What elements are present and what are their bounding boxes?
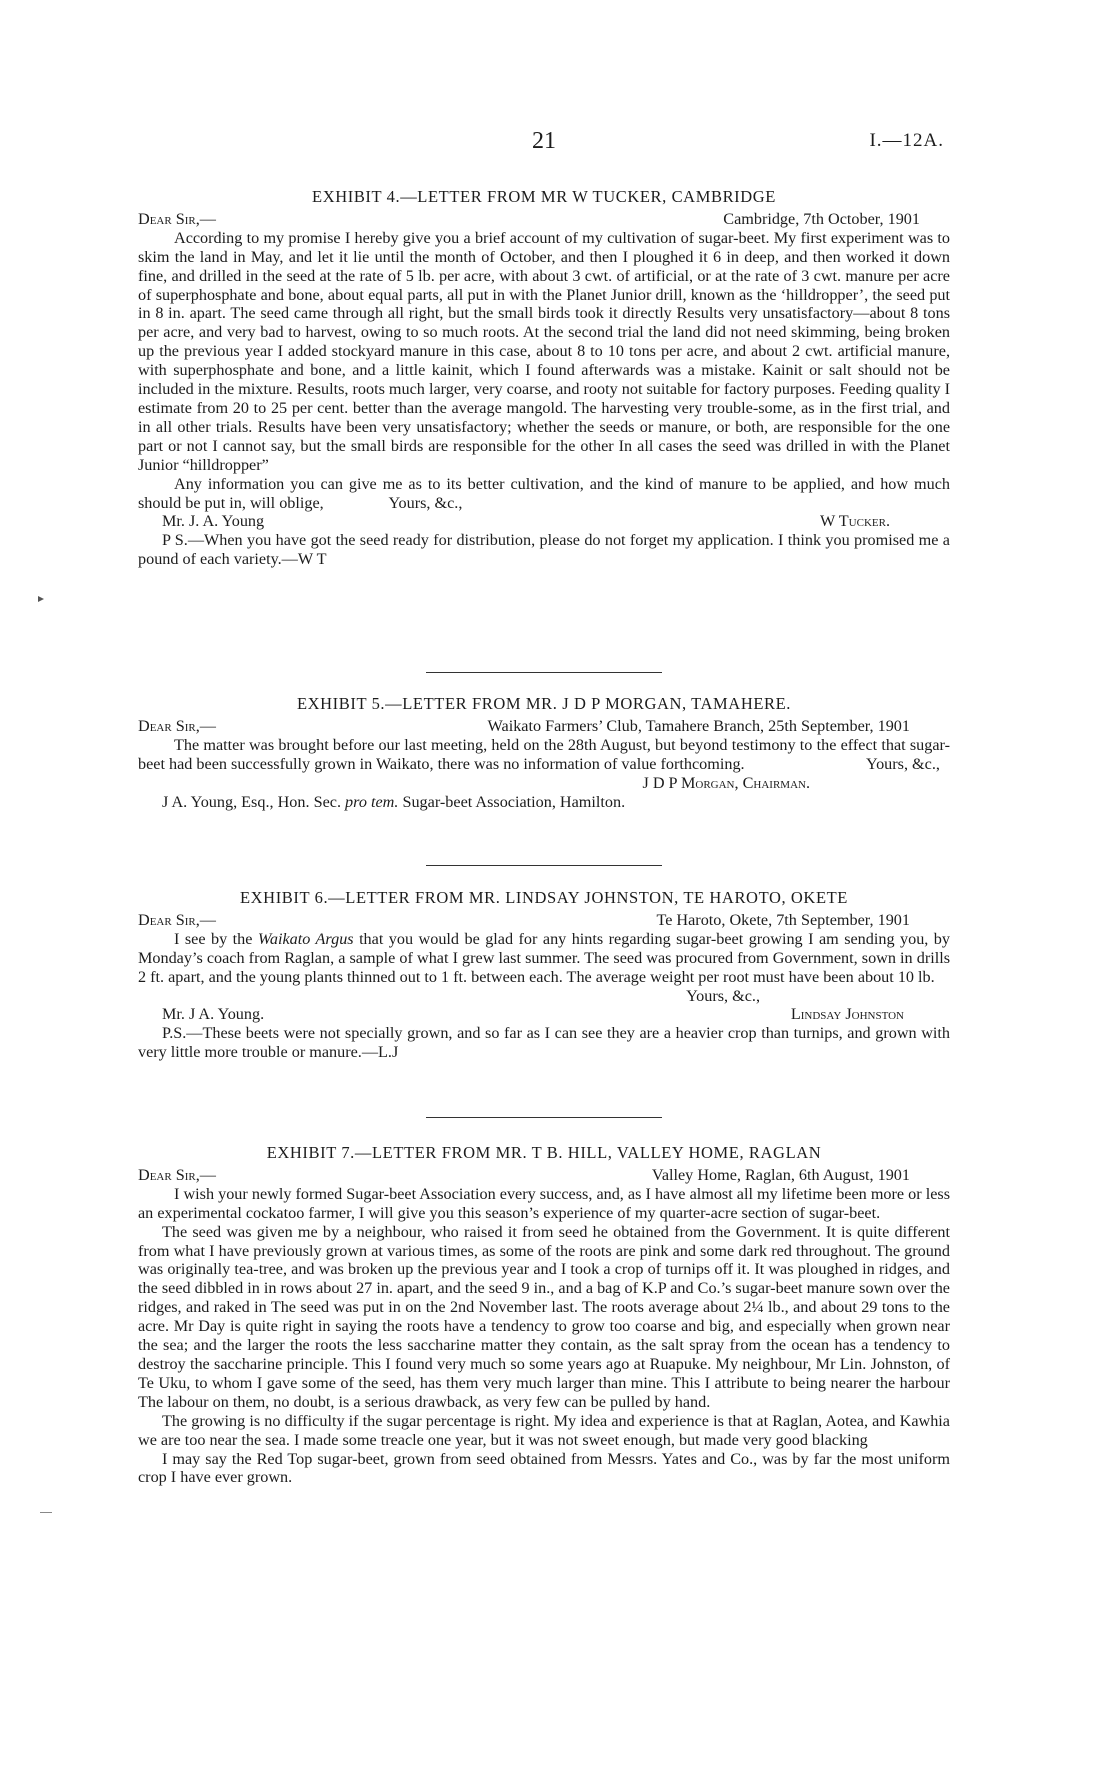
exhibit-5-signature: J D P Morgan, Chairman. [642,773,810,792]
exhibit-6-salutation: Dear Sir,— [138,910,216,929]
exhibit-6-newspaper-name: Waikato Argus [257,929,354,948]
exhibit-6-signature: Lindsay Johnston [790,1005,904,1024]
exhibit-6-addressee: Mr. J A. Young. [162,1005,265,1024]
margin-mark [38,596,44,602]
exhibit-4-letter [138,188,950,569]
exhibit-6-paragraph-1 [138,930,950,987]
exhibit-5-addressee [138,793,950,812]
exhibit-6-paragraph-1-b: that you would be glad for any hints regarding sugar-beet growing I am sending you, by Monday’s coach from Raglan, a sample of what I grew last summer. The seed was procured from Government, sown in drills 2 ft. apart, and the young plants thinned out to 1 ft. between each. The average weight per root must have been about 10 lb. [138,929,950,986]
page-number: 21 [532,128,556,154]
exhibit-5-addressee-em: pro tem. [345,792,399,811]
exhibit-7-heading-row [138,1166,950,1185]
exhibit-4-salutation: Dear Sir,— [138,209,216,228]
exhibit-6-signature-row [138,1005,950,1024]
exhibit-6-closing: Yours, &c., [686,986,760,1005]
exhibit-4-signature-row [138,512,950,531]
exhibit-7-title: EXHIBIT 7.—LETTER FROM MR. T B. HILL, VALLEY HOME, RAGLAN [266,1143,822,1162]
exhibit-7-paragraph-1: I wish your newly formed Sugar-beet Association every success, and, as I have almost all my lifetime been more or less an experimental cockatoo farmer, I will give you this season’s experience of my quarter-acre section of sugar-beet. [138,1184,950,1222]
exhibit-7-paragraph-3: The growing is no difficulty if the sugar percentage is right. My idea and experience is that at Raglan, Aotea, and Kawhia we are too near the sea. I made some treacle one year, but it was not sweet enough, but made very good blacking [138,1411,950,1449]
report-reference: I.—12A. [869,130,944,151]
exhibit-6-title: EXHIBIT 6.—LETTER FROM MR. LINDSAY JOHNSTON, TE HAROTO, OKETE [239,888,848,907]
exhibit-4-paragraph-2 [138,475,950,513]
margin-mark [40,1512,52,1513]
exhibit-5-heading-row [138,717,950,736]
exhibit-4-paragraph-1: According to my promise I hereby give you a brief account of my cultivation of sugar-beet. My first experiment was to skim the land in May, and let it lie until the month of October, and then I ploughed it 6 in deep, and then worked it down fine, and drilled in the seed at the rate of 5 lb. per acre, with about 3 cwt. of artificial, or at the rate of 3 cwt. manure per acre of superphosphate and bone, about equal parts, all put in with the Planet Junior drill, known as the ‘hilldropper’, the seed put in 8 in. apart. The seed came through all right, but the small birds took it directly Results very unsatisfactory—about 8 tons per acre, and very bad to harvest, owing to so much roots. At the second trial the land did not need skimming, being broken up the previous year I added stockyard manure in this case, about 8 to 10 tons per acre, and about 2 cwt. artificial manure, with superphosphate and bone, and a little kainit, which I found afterwards was a mistake. Kainit or salt should not be included in the mixture. Results, roots much larger, very coarse, and rooty not suitable for factory purposes. Feeding quality I estimate from 20 to 25 per cent. better than the average mangold. The harvesting very trouble-some, as in the first trial, and in all other trials. Results have been very unsatisfactory; whether the seeds or manure, or both, are responsible for the one part or not I cannot say, but the small birds are responsible for the other In all cases the seed was drilled in with the Planet Junior “hilldropper” [138,228,950,474]
exhibit-4-postscript: P S.—When you have got the seed ready for distribution, please do not forget my application. I think you promised me a pound of each variety.—W T [138,531,950,569]
exhibit-7-letter [138,1144,950,1487]
exhibit-5-salutation: Dear Sir,— [138,716,216,735]
exhibit-4-title: EXHIBIT 4.—LETTER FROM MR W TUCKER, CAMBRIDGE [312,187,776,206]
exhibit-5-addressee-b: Sugar-beet Association, Hamilton. [402,792,626,811]
exhibit-7-paragraph-4: I may say the Red Top sugar-beet, grown from seed obtained from Messrs. Yates and Co., was by far the most uniform crop I have ever grown. [138,1449,950,1487]
exhibit-5-letter [138,695,950,811]
exhibit-6-postscript: P.S.—These beets were not specially grown, and so far as I can see they are a heavier crop than turnips, and grown with very little more trouble or manure.—L.J [138,1024,950,1062]
exhibit-4-place-date: Cambridge, 7th October, 1901 [723,209,920,228]
exhibit-4-signature: W Tucker. [820,512,890,531]
exhibit-6-heading-row [138,911,950,930]
exhibit-7-place-date: Valley Home, Raglan, 6th August, 1901 [651,1165,910,1184]
exhibit-4-paragraph-2-text: Any information you can give me as to its better cultivation, and the kind of manure to be applied, and how much should be put in, will oblige, [138,474,950,512]
exhibit-5-addressee-a: J A. Young, Esq., Hon. Sec. [162,792,341,811]
section-divider [426,1117,662,1118]
exhibit-6-closing-row [138,987,950,1006]
exhibit-5-paragraph-1 [138,736,950,774]
exhibit-6-letter [138,889,950,1062]
exhibit-6-paragraph-1-a: I see by the [174,929,253,948]
exhibit-5-place-date: Waikato Farmers’ Club, Tamahere Branch, 25th September, 1901 [487,716,910,735]
page-header [0,128,1114,158]
exhibit-7-paragraph-2: The seed was given me by a neighbour, who raised it from seed he obtained from the Government. It is quite different from what I have previously grown at various times, as some of the roots are pink and some dark red throughout. The ground was originally tea-tree, and was broken up the previous year and I took a crop of turnips off it. It was ploughed in ridges, and the seed dibbled in in rows about 27 in. apart, and the seed 9 in., and a bag of K.P and Co.’s sugar-beet manure sown over the ridges, and raked in The seed was put in on the 2nd November last. The roots average about 2¼ lb., and about 29 tons to the acre. Mr Day is quite right in saying the roots have a tendency to grow too coarse and big, and especially when grown near the sea; and the larger the roots the less saccharine matter they contain, as the salt spray from the ocean has a tendency to destroy the saccharine principle. This I found very much so some years ago at Ruapuke. My neighbour, Mr Lin. Johnston, of Te Uku, to whom I gave some of the seed, has them very much larger than mine. This I attribute to being nearer the harbour The labour on them, no doubt, is a serious drawback, as very few can be pulled by hand. [138,1222,950,1411]
exhibit-4-closing: Yours, &c., [388,493,463,512]
exhibit-5-closing: Yours, &c., [866,754,940,773]
exhibit-4-heading-row [138,210,950,229]
exhibit-7-salutation: Dear Sir,— [138,1165,216,1184]
exhibit-6-place-date: Te Haroto, Okete, 7th September, 1901 [656,910,910,929]
exhibit-5-paragraph-1-text: The matter was brought before our last meeting, held on the 28th August, but beyond testimony to the effect that sugar-beet had been successfully grown in Waikato, there was no information of value forthcoming. [138,735,950,773]
exhibit-5-title: EXHIBIT 5.—LETTER FROM MR. J D P MORGAN, TAMAHERE. [296,694,792,713]
exhibit-4-addressee: Mr. J. A. Young [162,512,265,531]
exhibit-5-signature-row [138,774,950,793]
section-divider [426,865,662,866]
section-divider [426,672,662,673]
